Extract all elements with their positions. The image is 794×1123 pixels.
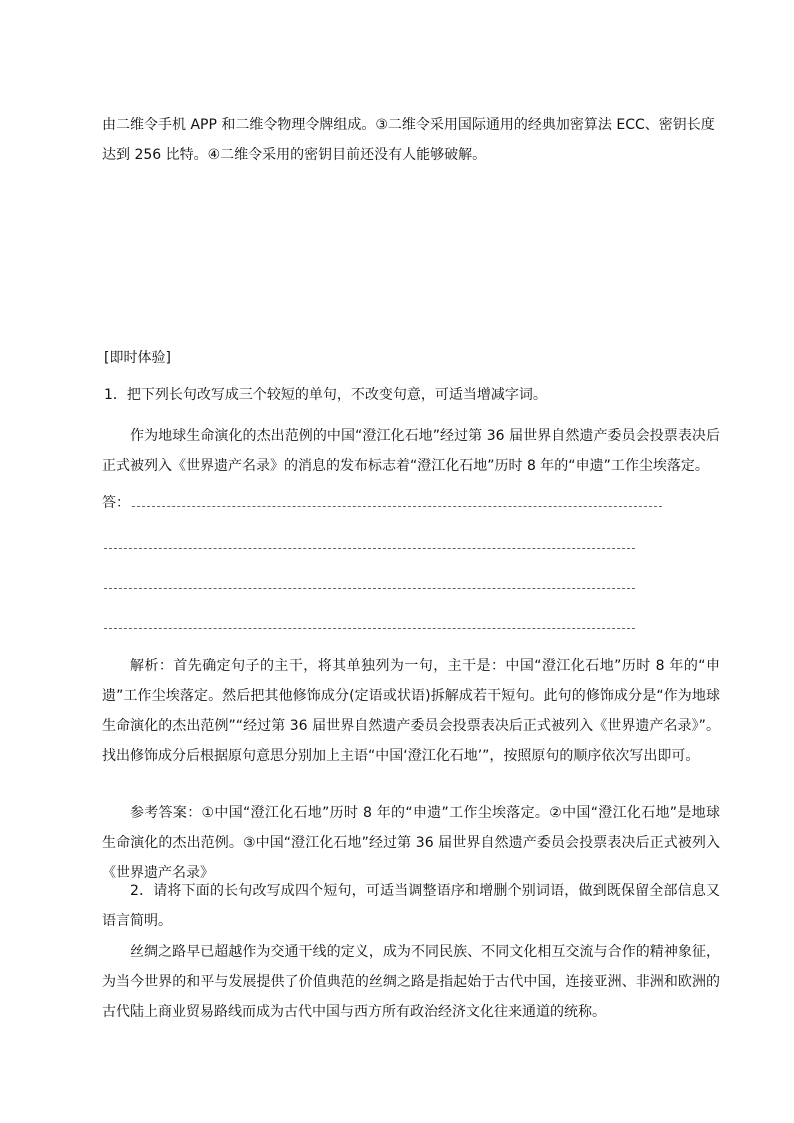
answer-line-4[interactable] <box>104 628 635 629</box>
question-1-reference-answer: 参考答案：①中国“澄江化石地”历时 8 年的“申遗”工作尘埃落定。②中国“澄江化石地”是地球生命演化的杰出范例。③中国“澄江化石地”经过第 36 届世界自然遗产委员会投票表决后正式被列入《世界遗产名录》 <box>102 805 720 881</box>
question-1-prompt: 1．把下列长句改写成三个较短的单句，不改变句意，可适当增减字词。 <box>104 387 547 403</box>
section-title: [即时体验] <box>104 350 171 366</box>
question-1-analysis: 解析：首先确定句子的主干，将其单独列为一句，主干是：中国“澄江化石地”历时 8 年的“申遗”工作尘埃落定。然后把其他修饰成分(定语或状语)拆解成若干短句。此句的修饰成分是“作为地球生命演化的杰出范例”“经过第 36 届世界自然遗产委员会投票表决后正式被列入《世界遗产名录》”。找出修饰成分后根据原句意思分别加上主语“中国‘澄江化石地’”，按照原句的顺序依次写出即可。 <box>102 658 720 764</box>
intro-paragraph: 由二维令手机 APP 和二维令物理令牌组成。③二维令采用国际通用的经典加密算法 ECC、密钥长度达到 256 比特。④二维令采用的密钥目前还没有人能够破解。 <box>102 117 715 163</box>
question-1-passage: 作为地球生命演化的杰出范例的中国“澄江化石地”经过第 36 届世界自然遗产委员会投票表决后正式被列入《世界遗产名录》的消息的发布标志着“澄江化石地”历时 8 年的“申遗”工作尘埃落定。 <box>102 428 720 474</box>
answer-label: 答： <box>102 495 130 511</box>
answer-line-1[interactable] <box>132 506 662 507</box>
question-2-prompt: 2．请将下面的长句改写成四个短句，可适当调整语序和增删个别词语，做到既保留全部信息又语言简明。 <box>102 883 720 929</box>
answer-line-2[interactable] <box>104 548 635 549</box>
answer-line-3[interactable] <box>104 588 635 589</box>
question-2-passage: 丝绸之路早已超越作为交通干线的定义，成为不同民族、不同文化相互交流与合作的精神象征，为当今世界的和平与发展提供了价值典范的丝绸之路是指起始于古代中国，连接亚洲、非洲和欧洲的古代陆上商业贸易路线而成为古代中国与西方所有政治经济文化往来通道的统称。 <box>102 944 720 1020</box>
